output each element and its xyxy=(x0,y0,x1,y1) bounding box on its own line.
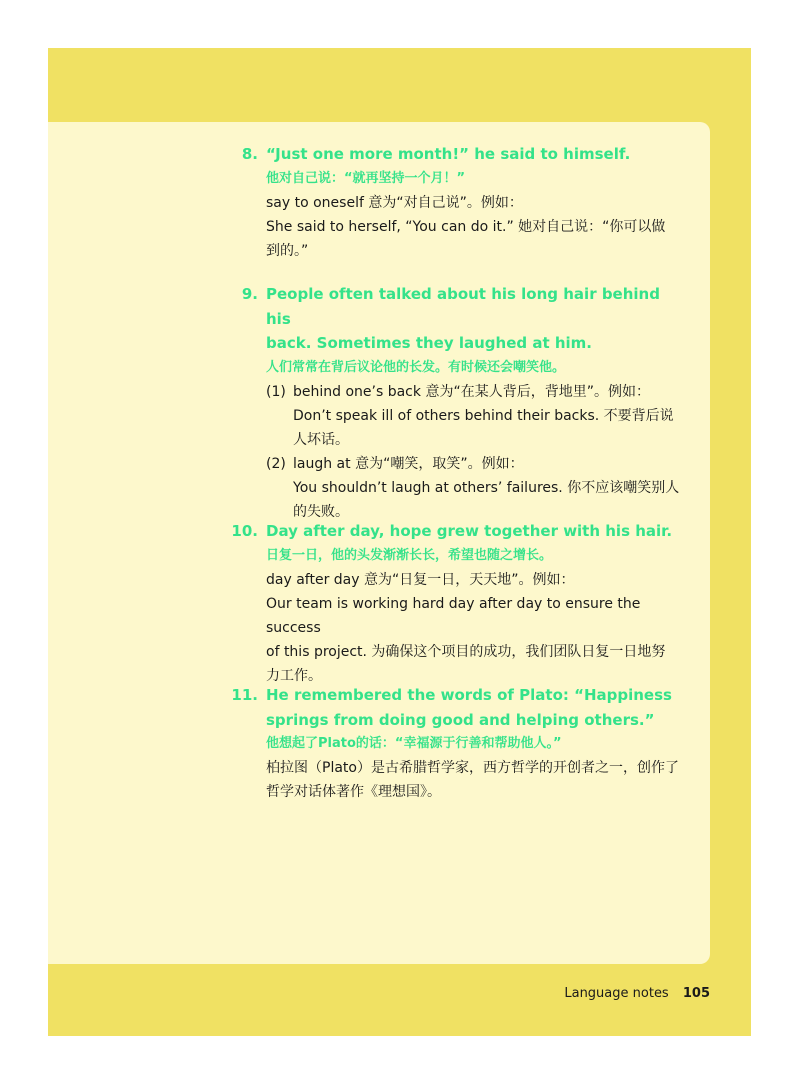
note-translation: 人们常常在背后议论他的长发。有时候还会嘲笑他。 xyxy=(266,359,566,375)
sub-note-line: behind one’s back 意为“在某人背后，背地里”。例如： xyxy=(293,383,650,400)
note-line: day after day 意为“日复一日，天天地”。例如： xyxy=(266,571,575,588)
sub-note-line: laugh at 意为“嘲笑，取笑”。例如： xyxy=(293,455,524,472)
example-line: 的失败。 xyxy=(293,503,349,520)
note-line: of this project. 为确保这个项目的成功，我们团队日复一日地努 xyxy=(266,643,666,660)
note-heading: back. Sometimes they laughed at him. xyxy=(266,334,593,352)
note-number: 11. xyxy=(231,686,258,704)
page-number: 105 xyxy=(682,986,710,1001)
note-line: She said to herself, “You can do it.” 她对自己说：“你可以做 xyxy=(266,218,666,235)
note-line: 哲学对话体著作《理想国》。 xyxy=(266,784,441,800)
note-translation: 日复一日，他的头发渐渐长长，希望也随之增长。 xyxy=(266,547,553,563)
note-line: 柏拉图（Plato）是古希腊哲学家，西方哲学的开创者之一，创作了 xyxy=(266,760,679,776)
note-line: say to oneself 意为“对自己说”。例如： xyxy=(266,194,523,211)
example-line: 人坏话。 xyxy=(293,431,349,448)
note-translation: 他想起了Plato的话：“幸福源于行善和帮助他人。” xyxy=(266,736,562,751)
note-heading: He remembered the words of Plato: “Happiness xyxy=(266,686,672,704)
page-footer xyxy=(564,986,710,1001)
note-heading: “Just one more month!” he said to himself. xyxy=(266,145,631,163)
note-line: 到的。” xyxy=(266,242,309,259)
sub-note-marker: (1) xyxy=(266,383,286,400)
note-heading: People often talked about his long hair behind his xyxy=(266,285,660,328)
footer-section-label: Language notes xyxy=(564,986,669,1001)
sub-note-marker: (2) xyxy=(266,455,286,472)
note-line: 力工作。 xyxy=(266,667,322,684)
note-number: 9. xyxy=(241,285,258,303)
note-translation: 他对自己说：“就再坚持一个月！” xyxy=(266,170,466,186)
note-number: 8. xyxy=(241,145,258,163)
note-heading: springs from doing good and helping others.” xyxy=(266,710,655,729)
note-line: Our team is working hard day after day to ensure the success xyxy=(266,595,641,636)
sub-note xyxy=(266,452,686,476)
note-number: 10. xyxy=(231,522,258,540)
sub-note xyxy=(266,380,686,404)
example-line: Don’t speak ill of others behind their backs. 不要背后说 xyxy=(293,407,674,424)
note-heading: Day after day, hope grew together with his hair. xyxy=(266,522,673,540)
example-line: You shouldn’t laugh at others’ failures. 你不应该嘲笑别人 xyxy=(293,479,680,496)
